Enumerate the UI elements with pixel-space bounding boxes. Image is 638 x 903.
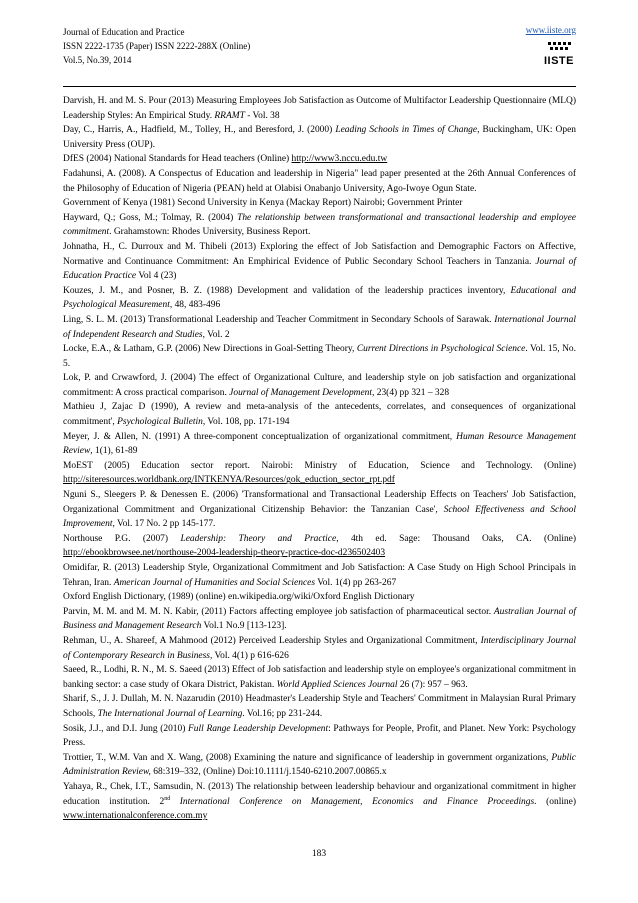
reference-detail: . Vol.16; pp 231-244. <box>242 708 323 719</box>
reference-detail: . (online) <box>534 796 576 807</box>
reference-text: Trottier, T., W.M. Van and X. Wang, (2008) Examining the nature and significance of leadership in government organizations, <box>63 752 552 763</box>
reference-detail: 68:319–332, (Online) Doi:10.1111/j.1540-6210.2007.00865.x <box>150 767 387 778</box>
reference-text: MoEST (2005) Education sector report. Nairobi: Ministry of Education, Science and Technology. (Online) <box>63 460 576 471</box>
reference-source: School Effectiveness and School Improvement <box>63 504 577 530</box>
reference-item <box>63 605 576 634</box>
reference-detail: Vol.1 No.9 [113-123]. <box>201 621 287 632</box>
reference-source: Interdisciplinary Journal of Contemporary Research in Business, <box>63 635 576 661</box>
reference-text: Omidifar, R. (2013) Leadership Style, Organizational Commitment and Job Satisfaction: A Case Study on High School Principals in Tehran, Iran. <box>63 563 576 588</box>
reference-text: Rehman, U., A. Shareef, A Mahmood (2012) Perceived Leadership Styles and Organizational Commitment, <box>63 635 481 646</box>
reference-item <box>63 634 576 663</box>
reference-text: Mathieu J, Zajac D (1990), A review and meta-analysis of the antecedents, correlates, and consequences of organizational commitment', <box>63 402 576 428</box>
reference-text: Locke, E.A., & Latham, G.P. (2006) New Directions in Goal-Setting Theory, <box>63 344 357 355</box>
logo-text: IISTE <box>543 55 574 67</box>
reference-text: Sharif, S., J. J. Dullah, M. N. Nazarudin (2010) Headmaster's Leadership Style and Teachers' Commitment in Malaysian Rural Primary Schools, <box>63 694 576 719</box>
journal-url-link[interactable]: www.iiste.org <box>525 25 576 35</box>
reference-source: Human Resource Management Review <box>63 431 576 457</box>
reference-item <box>63 284 576 313</box>
reference-item <box>63 430 576 459</box>
reference-source: Current Directions in Psychological Science <box>356 344 526 355</box>
reference-source: Journal of Management Development <box>229 387 373 398</box>
reference-item <box>63 313 576 342</box>
reference-text: Meyer, J. & Allen, N. (1991) A three-component conceptualization of organizational commitment, <box>63 431 457 442</box>
reference-text: Kouzes, J. M., and Posner, B. Z. (1988) Development and validation of the leadership practices inventory, <box>63 285 511 296</box>
reference-text: Government of Kenya (1981) Second University in Kenya (Mackay Report) Nairobi; Government Printer <box>63 198 463 209</box>
reference-item <box>63 751 576 780</box>
reference-source: Leadership: Theory and Practice <box>180 533 337 544</box>
reference-source: The relationship between transformational and transactional leadership and employee commitment <box>63 212 576 238</box>
reference-item <box>63 342 576 371</box>
reference-list <box>63 94 576 824</box>
reference-source: World Applied Sciences Journal <box>276 679 398 690</box>
reference-detail: Vol. 1(4) pp 263-267 <box>315 577 397 588</box>
page-number: 183 <box>311 849 327 859</box>
reference-text: Johnatha, H., C. Durroux and M. Thibeli (2013) Exploring the effect of Job Satisfaction and Demographic Factors on Affective, Normative and Continuance Commitment: An Emphirical Evidence of Public Secondary School Teachers in Tanzania. <box>63 241 576 267</box>
reference-link[interactable]: http://ebookbrowsee.net/northouse-2004-leadership-theory-practice-doc-d236502403 <box>63 548 386 559</box>
reference-detail: , 23(4) pp 321 – 328 <box>372 387 450 398</box>
reference-source: The International Journal of Learning <box>97 708 243 719</box>
header-rule <box>63 86 576 87</box>
reference-text: Fadahunsi, A. (2008). A Conspectus of Education and leadership in Nigeria" lead paper presented at the 26th Annual Conferences of the Philosophy of Education of Nigeria (PEAN) held at Olabisi Onabanjo University, Ago-Iwoye Ogun State. <box>63 168 576 194</box>
reference-source: Australian Journal of Business and Management Research <box>63 606 576 632</box>
journal-issn: ISSN 2222-1735 (Paper) ISSN 2222-288X (Online) <box>63 41 251 51</box>
reference-text: Yahaya, R., Chek, I.T., Samsudin, N. (2013) The relationship between leadership behaviour and organizational commitment in higher education institution. 2 <box>63 781 576 807</box>
reference-item <box>63 532 576 561</box>
reference-item <box>63 692 576 721</box>
reference-text: DfES (2004) National Standards for Head teachers (Online) <box>63 154 292 165</box>
reference-detail: , 4th ed. Sage: Thousand Oaks, CA. (Online) <box>336 533 576 544</box>
reference-text: Oxford English Dictionary, (1989) (online) en.wikipedia.org/wiki/Oxford English Dictionary <box>63 592 415 603</box>
reference-source: RRAMT <box>214 110 245 121</box>
journal-volume: Vol.5, No.39, 2014 <box>63 55 132 65</box>
reference-detail: , Vol. 108, pp. 171-194 <box>202 417 290 428</box>
reference-text: Darvish, H. and M. S. Pour (2013) Measuring Employees Job Satisfaction as Outcome of Multifactor Leadership Questionnaire (MLQ) Leadership Styles: An Empirical Study. <box>63 96 576 121</box>
reference-source: International Conference on Management, Economics and Finance Proceedings <box>170 796 535 807</box>
reference-text: Ling, S. L. M. (2013) Transformational Leadership and Teacher Commitment in Secondary Schools of Sarawak. <box>63 314 495 325</box>
reference-detail: Vol 4 (23) <box>136 271 177 282</box>
reference-source: Journal of Education Practice <box>63 256 577 282</box>
reference-link[interactable]: www.internationalconference.com.my <box>63 811 208 822</box>
reference-detail: , Vol. 17 No. 2 pp 145-177. <box>112 519 216 530</box>
reference-text: Parvin, M. M. and M. M. N. Kabir, (2011) Factors affecting employee job satisfaction of pharmaceutical sector. <box>63 606 494 617</box>
reference-detail: - Vol. 38 <box>244 110 280 121</box>
reference-detail: , 1(1), 61-89 <box>90 446 138 457</box>
reference-item <box>63 400 576 429</box>
reference-text: Hayward, Q.; Goss, M.; Tolmay, R. (2004) <box>63 212 238 223</box>
reference-source: American Journal of Humanities and Social Sciences <box>113 577 315 588</box>
reference-item <box>63 196 576 211</box>
reference-item <box>63 123 576 152</box>
reference-item <box>63 152 576 167</box>
reference-text: Day, C., Harris, A., Hadfield, M., Tolley, H., and Beresford, J. (2000) <box>63 125 336 136</box>
reference-detail: . Grahamstown: Rhodes University, Business Report. <box>109 227 311 238</box>
reference-detail: . Vol. 15, No. 5. <box>63 344 576 369</box>
page-header <box>63 25 576 85</box>
reference-item <box>63 722 576 751</box>
reference-item <box>63 94 576 123</box>
reference-text: Nguni S., Sleegers P. & Denessen E. (2006) 'Transformational and Transactional Leadership Effects on Teachers' Job Satisfaction, Organizational Commitment and Organizational Citizenship Behavior: the Tanzanian Case', <box>63 490 576 515</box>
reference-source: Psychological Bulletin <box>117 417 203 428</box>
reference-item <box>63 663 576 692</box>
reference-item <box>63 488 576 532</box>
reference-detail: Vol. 4(1) p 616-626 <box>212 650 289 661</box>
reference-item <box>63 590 576 605</box>
reference-source: International Journal of Independent Research and Studies <box>63 314 576 340</box>
reference-item <box>63 240 576 284</box>
reference-link[interactable]: http://www3.nccu.edu.tw <box>291 154 388 165</box>
reference-text: Northouse P.G. (2007) <box>63 533 181 544</box>
reference-link[interactable]: http://siteresources.worldbank.org/INTKENYA/Resources/gok_eduction_sector_rpt.pdf <box>63 475 395 486</box>
reference-item <box>63 561 576 590</box>
reference-source: Public Administration Review, <box>63 752 576 778</box>
reference-superscript: nd <box>164 795 171 802</box>
reference-item <box>63 211 576 240</box>
reference-item <box>63 459 576 488</box>
reference-source: Educational and Psychological Measurement <box>63 285 577 311</box>
reference-source: Leading Schools in Times of Change <box>335 125 478 136</box>
reference-source: Full Range Leadership Development <box>188 723 329 734</box>
reference-item <box>63 371 576 400</box>
reference-detail: , Vol. 2 <box>202 329 230 340</box>
reference-text: Saeed, R., Lodhi, R. N., M. S. Saeed (2013) Effect of Job satisfaction and leadership style on employee's organizational commitment in banking sector: a case study of Okara District, Pakistan. <box>63 665 576 690</box>
reference-detail: , 48, 483-496 <box>169 300 221 311</box>
reference-item <box>63 167 576 196</box>
reference-item <box>63 780 576 824</box>
reference-detail: , Buckingham, UK: Open University Press (OUP). <box>63 125 576 150</box>
journal-title: Journal of Education and Practice <box>63 27 185 37</box>
reference-detail: : Pathways for People, Profit, and Planet. New York: Psychology Press. <box>63 723 576 749</box>
reference-text: Lok, P. and Crwawford, J. (2004) The effect of Organizational Culture, and leadership style on job satisfaction and organizational commitment: A cross practical comparison. <box>63 373 576 398</box>
reference-text: Sosik, J.J., and D.I. Jung (2010) <box>63 723 189 734</box>
reference-detail: 26 (7): 957 – 963. <box>397 679 468 690</box>
